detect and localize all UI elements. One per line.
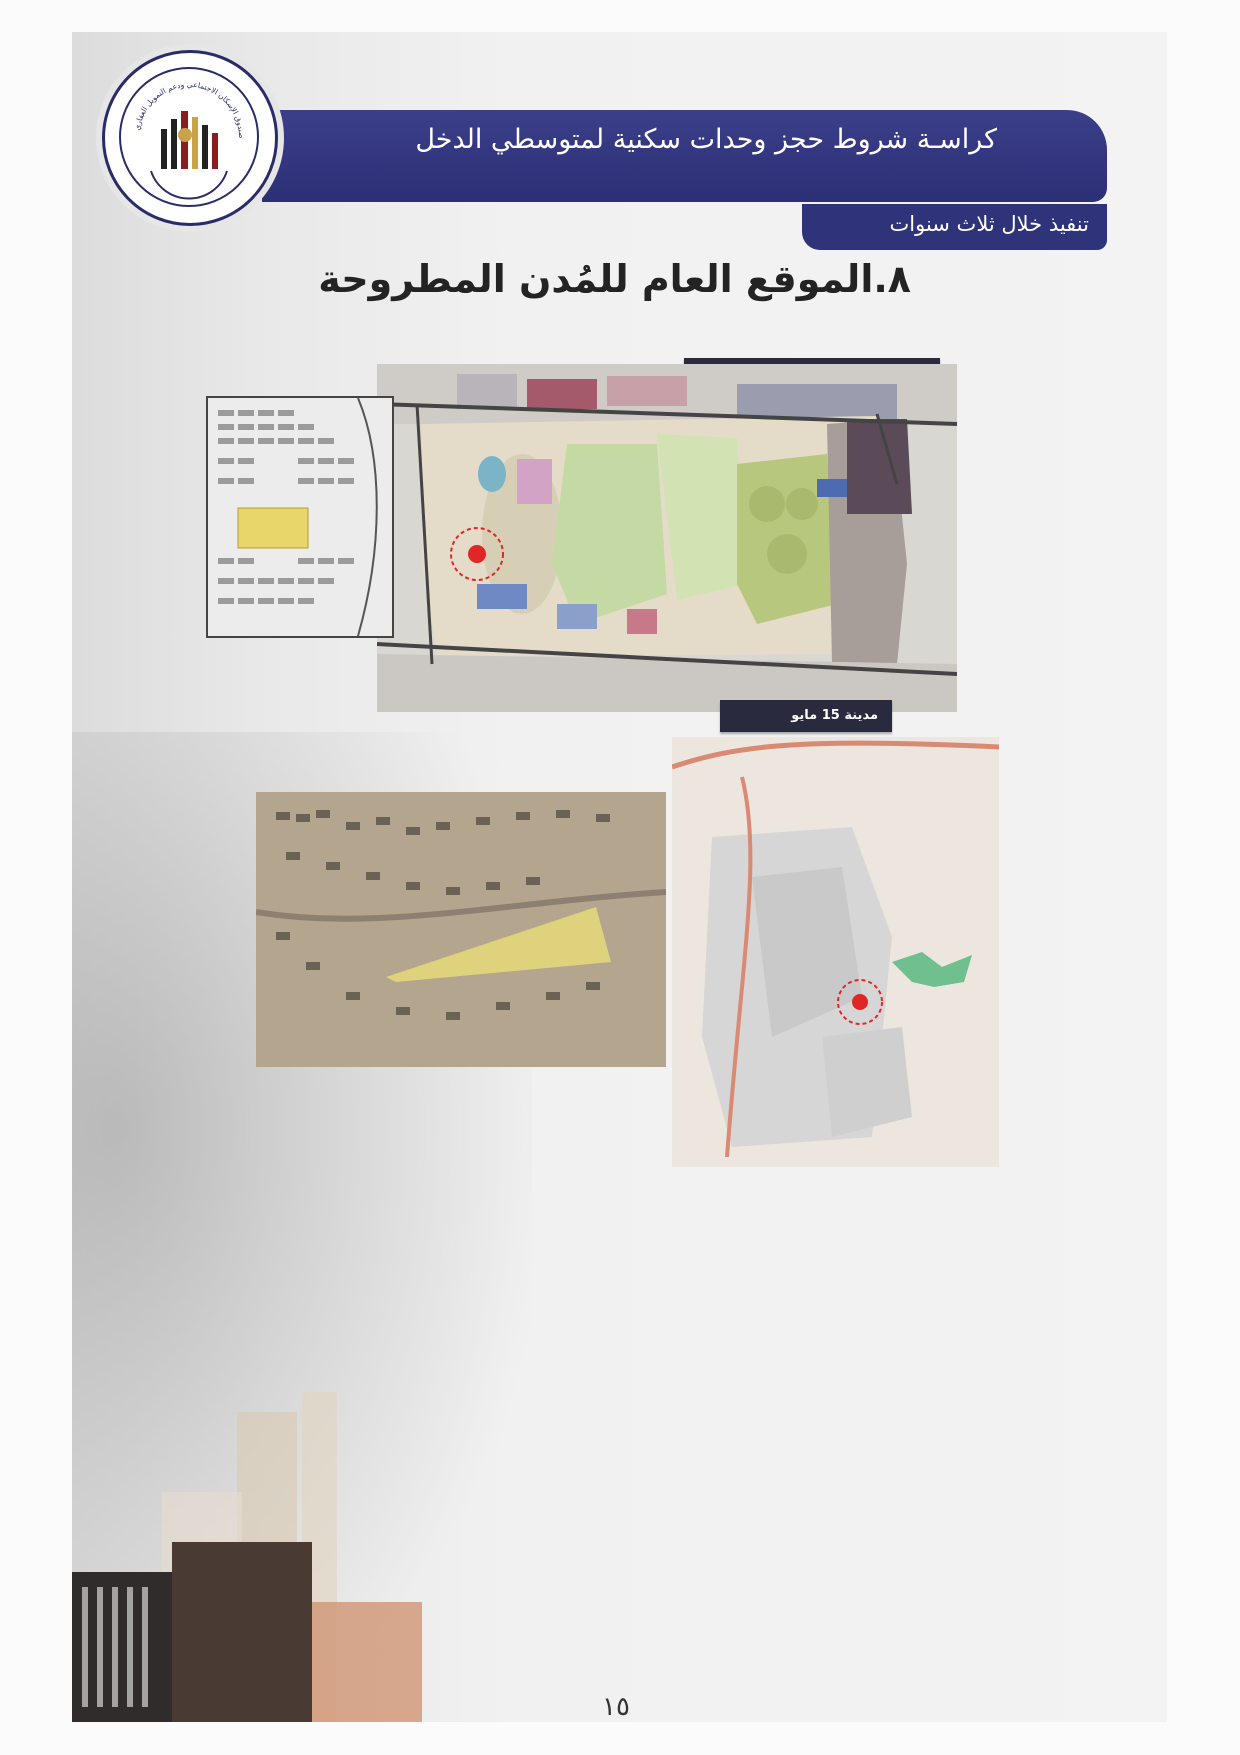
site-marker-icon: [468, 545, 486, 563]
15-may-city-map: [672, 737, 999, 1167]
document-title: كراسـة شروط حجز وحدات سكنية لمتوسطي الدخل: [415, 124, 997, 155]
15-may-satellite-image: [256, 792, 666, 1067]
logo-buildings-icon: [121, 69, 257, 205]
site-marker-icon: [852, 994, 868, 1010]
page-number: ١٥: [602, 1692, 630, 1722]
section-heading: ٨.الموقع العام للمُدن المطروحة: [318, 257, 911, 301]
logo-text: صندوق الإسكان الاجتماعي ودعم التمويل العقاري: [132, 79, 247, 139]
document-subtitle: تنفيذ خلال ثلاث سنوات: [889, 212, 1089, 236]
capital-gardens-master-plan: [377, 364, 957, 712]
capital-gardens-site-inset: [206, 396, 394, 638]
footer-buildings-art: [72, 1372, 492, 1722]
header-sub-banner: [802, 204, 1107, 250]
logo-emblem: [119, 67, 259, 207]
header-banner: [262, 110, 1107, 202]
fund-logo: [102, 50, 278, 226]
site-plot-highlight: [238, 508, 308, 548]
map-label-15-may: مدينة 15 مايو: [720, 700, 892, 732]
document-page: [72, 32, 1167, 1722]
